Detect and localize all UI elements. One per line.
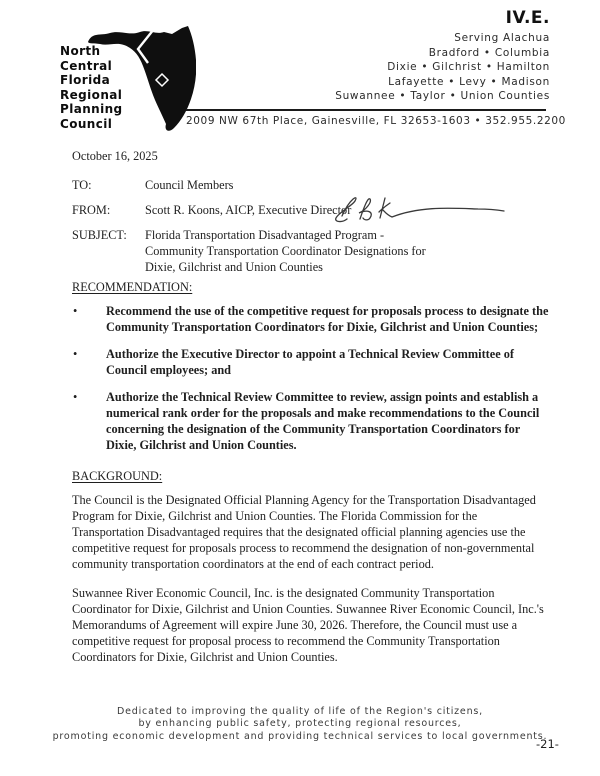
council-logo: [54, 16, 196, 138]
logo-line: Planning: [60, 102, 123, 117]
serving-line: Serving Alachua: [454, 32, 550, 44]
serving-line: Lafayette • Levy • Madison: [388, 75, 550, 88]
bullet-text: Authorize the Technical Review Committee to review, assign points and establish a numerical rank order for the proposals and make recommendations to the Council concerning the designation of the Community Transportation Coordinators for Dixie, Gilchrist and Union Counties.: [106, 390, 540, 452]
serving-counties-list: [335, 31, 550, 104]
council-logo-text: [60, 44, 123, 132]
logo-line: Florida: [60, 73, 111, 88]
serving-line: Bradford • Columbia: [428, 46, 550, 59]
recommendation-heading: RECOMMENDATION:: [72, 280, 193, 294]
memo-from-row: [72, 202, 550, 218]
memo-subject-row: [72, 227, 550, 275]
recommendation-bullet-list: [72, 303, 550, 453]
logo-line: Regional: [60, 87, 123, 102]
footer-motto: [0, 706, 600, 743]
letterhead-divider: [186, 109, 546, 111]
subject-label: SUBJECT:: [72, 228, 127, 242]
from-value: Scott R. Koons, AICP, Executive Director: [145, 203, 352, 217]
memo-body: [72, 148, 550, 665]
footer-line: promoting economic development and providing technical services to local governments.: [52, 730, 548, 742]
bullet-icon: •: [73, 304, 78, 318]
signature-scribble: [328, 192, 514, 228]
recommendation-bullet: [72, 389, 550, 453]
page-number: -21-: [536, 737, 559, 751]
serving-line: Suwannee • Taylor • Union Counties: [335, 90, 550, 103]
bullet-icon: •: [73, 347, 78, 361]
from-label: FROM:: [72, 203, 111, 217]
memo-date: October 16, 2025: [72, 149, 158, 163]
recommendation-bullet: [72, 303, 550, 335]
background-heading: BACKGROUND:: [72, 469, 163, 483]
logo-line: Central: [60, 58, 113, 73]
logo-line: Council: [60, 116, 113, 131]
subject-value: [145, 227, 426, 275]
memo-to-row: [72, 177, 550, 193]
to-label: TO:: [72, 178, 92, 192]
serving-line: Dixie • Gilchrist • Hamilton: [387, 61, 550, 74]
bullet-icon: •: [73, 390, 78, 404]
subject-line: Community Transportation Coordinator Designations for: [145, 244, 426, 258]
bullet-text: Recommend the use of the competitive request for proposals process to designate the Community Transportation Coordinators for Dixie, Gilchrist and Union Counties;: [106, 304, 549, 334]
to-value: Council Members: [145, 178, 234, 192]
background-paragraph: The Council is the Designated Official Planning Agency for the Transportation Disadvantaged Program for Dixie, Gilchrist and Union Counties. The Florida Commission for the Transportation Disadvantaged requires that the designated official planning agencies use the competitive request for proposals process to recommend the designation of non-governmental community transportation coordinators at the end of each contract period.: [72, 493, 536, 571]
recommendation-bullet: [72, 346, 550, 378]
agenda-item-number: IV.E.: [505, 8, 550, 28]
subject-line: Dixie, Gilchrist and Union Counties: [145, 260, 323, 274]
footer-line: by enhancing public safety, protecting regional resources,: [138, 718, 462, 730]
background-paragraph: Suwannee River Economic Council, Inc. is the designated Community Transportation Coordinator for Dixie, Gilchrist and Union Counties. Suwannee River Economic Council, Inc.'s Memorandums of Agreement will expire June 30, 2026. Therefore, the Council must use a competitive request for proposal process to recommend the Community Transportation Coordinators for Dixie, Gilchrist and Union Counties.: [72, 586, 544, 664]
logo-line: North: [60, 44, 101, 58]
bullet-text: Authorize the Executive Director to appoint a Technical Review Committee of Council employees; and: [106, 347, 515, 377]
footer-line: Dedicated to improving the quality of life of the Region's citizens,: [117, 706, 483, 717]
subject-line: Florida Transportation Disadvantaged Program -: [145, 228, 385, 242]
letterhead-address: 2009 NW 67th Place, Gainesville, FL 32653-1603 • 352.955.2200: [186, 115, 566, 127]
